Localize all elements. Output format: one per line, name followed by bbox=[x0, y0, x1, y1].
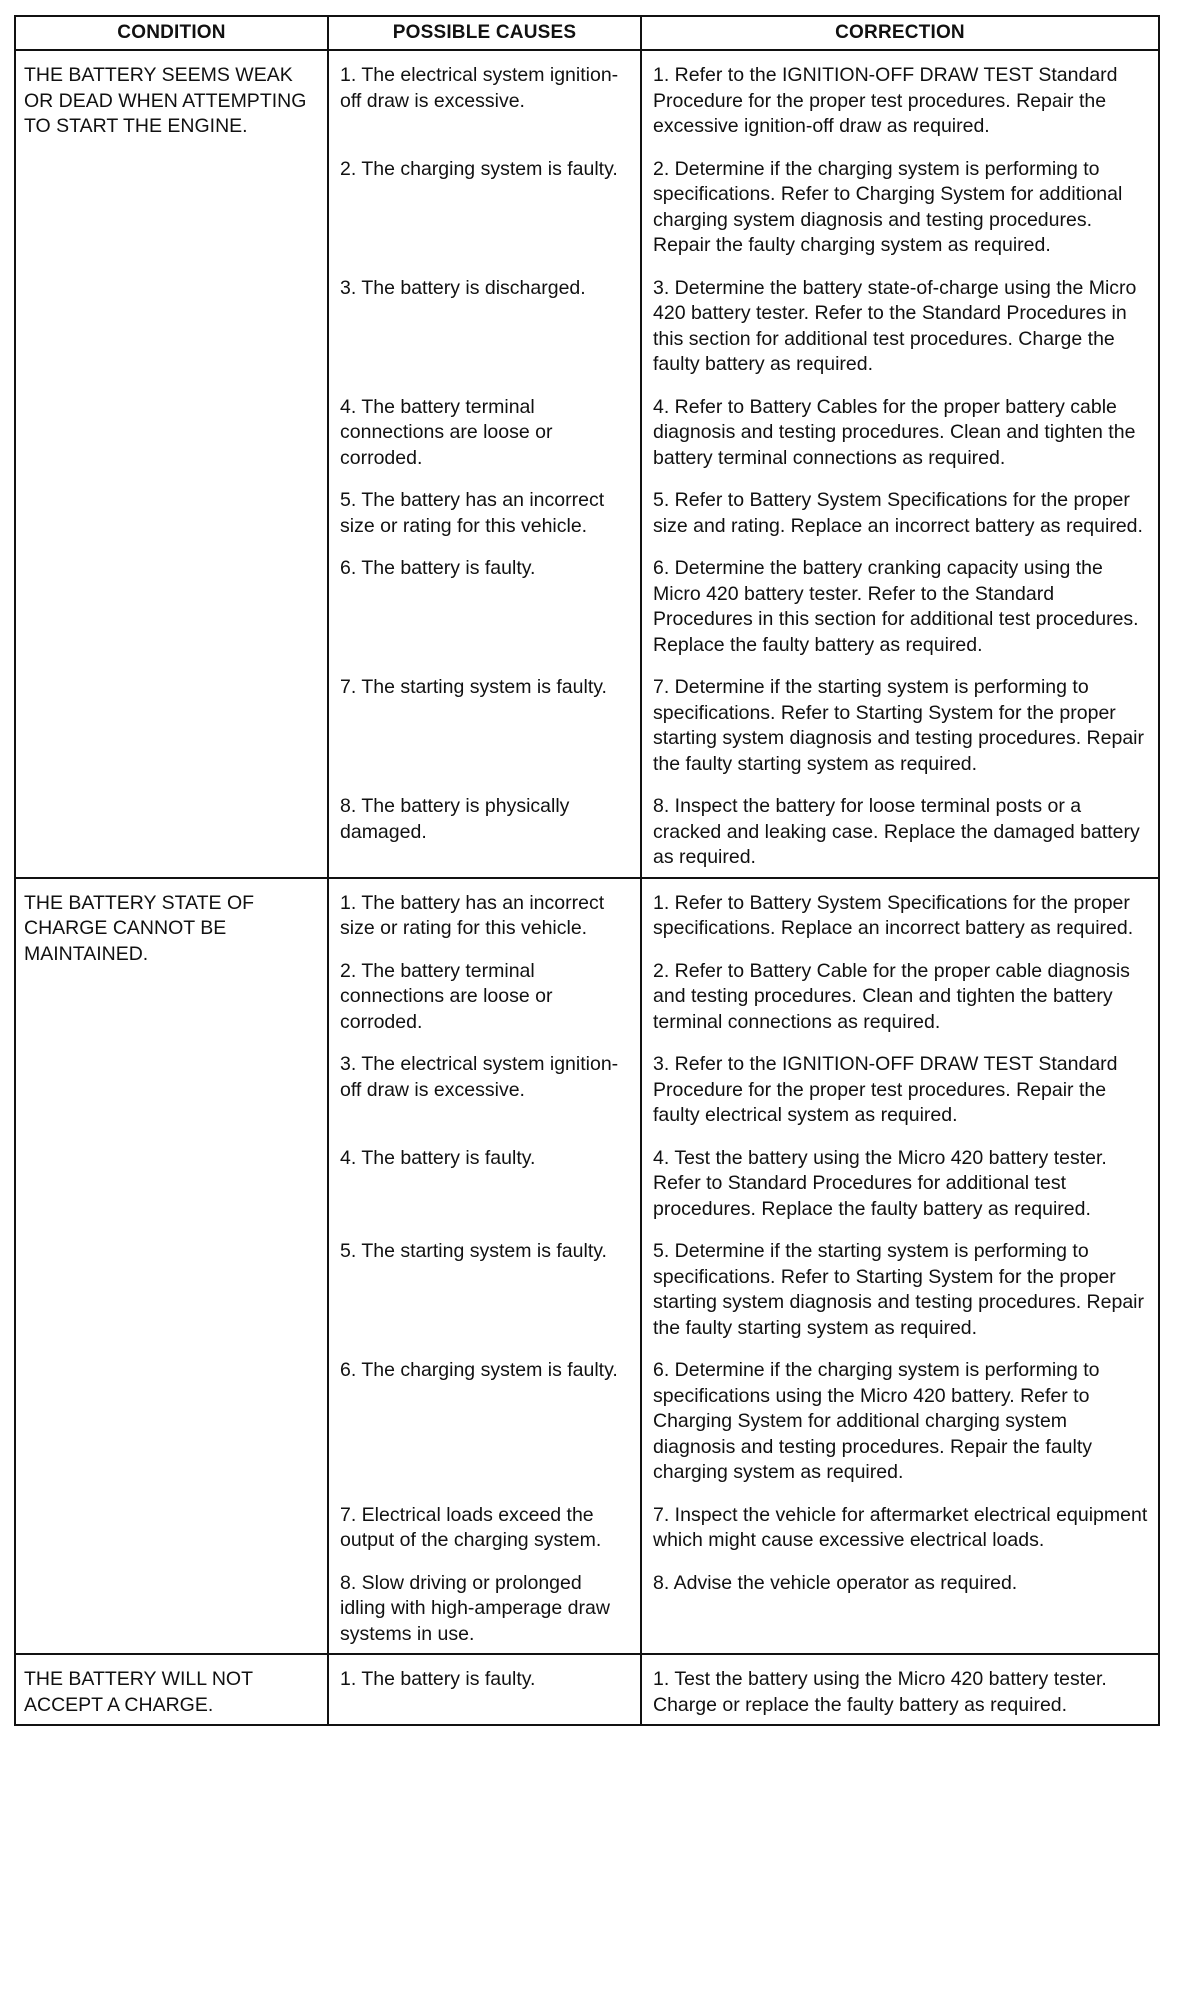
table-row bbox=[15, 878, 1159, 948]
correction-cell bbox=[641, 1492, 1159, 1560]
condition-header: CONDITION bbox=[15, 16, 328, 50]
cause-text: 5. The starting system is faulty. bbox=[340, 1240, 607, 1262]
cause-cell bbox=[328, 1347, 641, 1492]
cause-text: 6. The battery is faulty. bbox=[340, 557, 536, 579]
cause-cell bbox=[328, 50, 641, 146]
correction-cell bbox=[641, 50, 1159, 146]
cause-text: 5. The battery has an incorrect size or rating for this vehicle. bbox=[340, 489, 605, 537]
correction-text: 4. Test the battery using the Micro 420 battery tester. Refer to Standard Procedures for additional test procedures. Replace the faulty battery as required. bbox=[653, 1146, 1107, 1220]
correction-cell bbox=[641, 1347, 1159, 1492]
correction-text: 6. Determine if the charging system is performing to specifications using the Micro 420 battery. Refer to Charging System for additional charging system diagnosis and testing procedures. Repair the faulty charging system as required. bbox=[653, 1359, 1100, 1483]
cause-cell bbox=[328, 1560, 641, 1655]
cause-cell bbox=[328, 783, 641, 878]
correction-text: 1. Refer to the IGNITION-OFF DRAW TEST Standard Procedure for the proper test procedures. Repair the excessive ignition-off draw as required. bbox=[653, 64, 1118, 137]
correction-cell bbox=[641, 265, 1159, 384]
cause-cell bbox=[328, 477, 641, 545]
correction-text: 5. Refer to Battery System Specifications for the proper size and rating. Replace an incorrect battery as required. bbox=[653, 489, 1143, 537]
cause-cell bbox=[328, 878, 641, 948]
correction-text: 4. Refer to Battery Cables for the proper battery cable diagnosis and testing procedures. Clean and tighten the battery terminal connections as required. bbox=[653, 395, 1136, 469]
correction-cell bbox=[641, 545, 1159, 664]
correction-cell bbox=[641, 1041, 1159, 1135]
correction-cell bbox=[641, 948, 1159, 1042]
correction-cell bbox=[641, 1228, 1159, 1347]
cause-text: 6. The charging system is faulty. bbox=[340, 1359, 618, 1381]
correction-text: 6. Determine the battery cranking capacity using the Micro 420 battery tester. Refer to the Standard Procedures in this section for additional test procedures. Replace the faulty battery as required. bbox=[653, 557, 1139, 656]
cause-cell bbox=[328, 1492, 641, 1560]
correction-text: 7. Determine if the starting system is performing to specifications. Refer to Starting System for the proper starting system diagnosis and testing procedures. Repair the faulty starting system as required. bbox=[653, 676, 1145, 775]
correction-text: 7. Inspect the vehicle for aftermarket electrical equipment which might cause excessive electrical loads. bbox=[653, 1503, 1148, 1551]
cause-cell bbox=[328, 265, 641, 384]
cause-text: 3. The battery is discharged. bbox=[340, 276, 586, 299]
cause-cell bbox=[328, 1654, 641, 1725]
cause-cell bbox=[328, 384, 641, 478]
cause-text: 1. The electrical system ignition-off draw is excessive. bbox=[340, 64, 619, 112]
condition-cell: THE BATTERY WILL NOT ACCEPT A CHARGE. bbox=[15, 1654, 328, 1725]
correction-text: 1. Test the battery using the Micro 420 battery tester. Charge or replace the faulty battery as required. bbox=[653, 1668, 1107, 1716]
cause-text: 2. The battery terminal connections are loose or corroded. bbox=[340, 959, 553, 1033]
correction-cell bbox=[641, 1654, 1159, 1725]
header-row bbox=[15, 16, 1159, 50]
correction-text: 2. Determine if the charging system is performing to specifications. Refer to Charging System for additional charging system diagnosis and testing procedures. Repair the faulty charging system as required. bbox=[653, 157, 1123, 256]
correction-cell bbox=[641, 1135, 1159, 1229]
correction-cell bbox=[641, 783, 1159, 878]
diagnosis-table bbox=[14, 15, 1160, 1726]
cause-cell bbox=[328, 146, 641, 265]
causes-header: POSSIBLE CAUSES bbox=[328, 16, 641, 50]
correction-text: 3. Refer to the IGNITION-OFF DRAW TEST Standard Procedure for the proper test procedures. Repair the faulty electrical system as required. bbox=[653, 1053, 1118, 1126]
cause-text: 7. Electrical loads exceed the output of the charging system. bbox=[340, 1503, 602, 1551]
cause-cell bbox=[328, 1228, 641, 1347]
correction-cell bbox=[641, 146, 1159, 265]
cause-text: 7. The starting system is faulty. bbox=[340, 676, 607, 698]
correction-cell bbox=[641, 1560, 1159, 1655]
cause-text: 2. The charging system is faulty. bbox=[340, 157, 618, 180]
correction-text: 1. Refer to Battery System Specifications for the proper specifications. Replace an incorrect battery as required. bbox=[653, 891, 1134, 939]
cause-text: 3. The electrical system ignition-off draw is excessive. bbox=[340, 1053, 619, 1101]
condition-cell: THE BATTERY SEEMS WEAK OR DEAD WHEN ATTEMPTING TO START THE ENGINE. bbox=[15, 50, 328, 878]
correction-text: 2. Refer to Battery Cable for the proper cable diagnosis and testing procedures. Clean and tighten the battery terminal connections as required. bbox=[653, 959, 1130, 1033]
cause-text: 1. The battery is faulty. bbox=[340, 1668, 536, 1690]
cause-cell bbox=[328, 1135, 641, 1229]
cause-text: 4. The battery is faulty. bbox=[340, 1146, 536, 1169]
correction-text: 5. Determine if the starting system is performing to specifications. Refer to Starting System for the proper starting system diagnosis and testing procedures. Repair the faulty starting system as required. bbox=[653, 1240, 1145, 1339]
cause-cell bbox=[328, 1041, 641, 1135]
correction-cell bbox=[641, 878, 1159, 948]
correction-cell bbox=[641, 477, 1159, 545]
table-row bbox=[15, 50, 1159, 146]
correction-cell bbox=[641, 664, 1159, 783]
cause-text: 1. The battery has an incorrect size or rating for this vehicle. bbox=[340, 891, 605, 939]
correction-text: 8. Advise the vehicle operator as required. bbox=[653, 1571, 1018, 1594]
cause-cell bbox=[328, 948, 641, 1042]
cause-text: 4. The battery terminal connections are loose or corroded. bbox=[340, 395, 553, 469]
cause-cell bbox=[328, 545, 641, 664]
table-row bbox=[15, 1654, 1159, 1725]
cause-cell bbox=[328, 664, 641, 783]
condition-cell: THE BATTERY STATE OF CHARGE CANNOT BE MAINTAINED. bbox=[15, 878, 328, 1655]
correction-text: 8. Inspect the battery for loose terminal posts or a cracked and leaking case. Replace the damaged battery as required. bbox=[653, 795, 1140, 868]
cause-text: 8. Slow driving or prolonged idling with high-amperage draw systems in use. bbox=[340, 1571, 610, 1645]
correction-text: 3. Determine the battery state-of-charge using the Micro 420 battery tester. Refer to the Standard Procedures in this section for additional test procedures. Charge the faulty battery as required. bbox=[653, 276, 1137, 375]
cause-text: 8. The battery is physically damaged. bbox=[340, 795, 570, 843]
correction-header: CORRECTION bbox=[641, 16, 1159, 50]
correction-cell bbox=[641, 384, 1159, 478]
